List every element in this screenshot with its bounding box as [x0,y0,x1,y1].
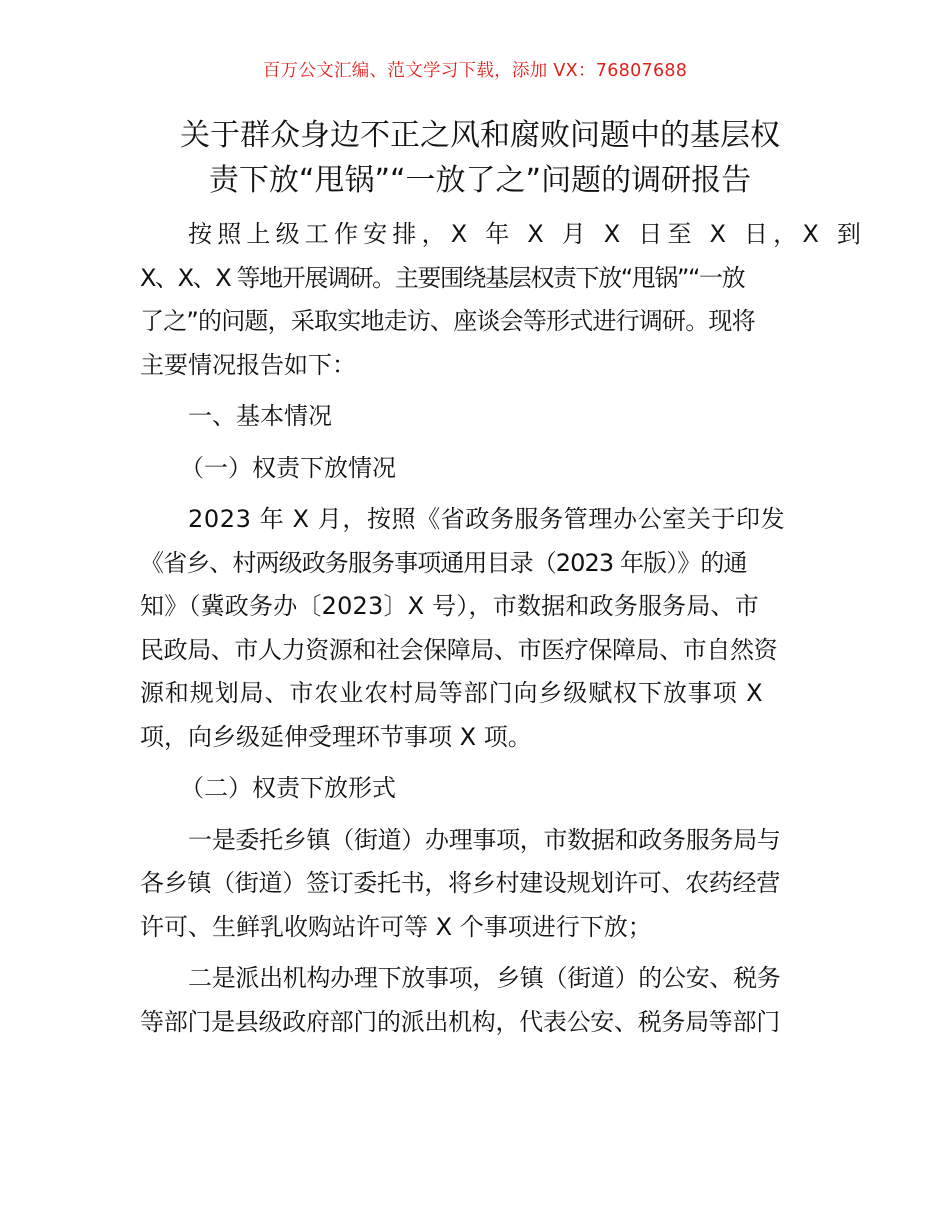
text-line: 民政局、市人力资源和社会保障局、市医疗保障局、市自然资 [140,635,778,664]
intro-paragraph [140,213,867,387]
text-line: 按照上级工作安排，X 年 X 月 X 日至 X 日，X 到 [188,220,867,248]
section-heading: 一、基本情况 [188,402,332,430]
title-line-2: 责下放“甩锅”“一放了之”问题的调研报告 [208,163,752,198]
header-banner: 百万公文汇编、范文学习下载，添加 VX：76807688 [262,61,688,81]
title-line-1: 关于群众身边不正之风和腐败问题中的基层权 [180,118,780,153]
text-line: 了之”的问题，采取实地走访、座谈会等形式进行调研。现将 [140,307,755,335]
text-line: 各乡镇（街道）签订委托书，将乡村建设规划许可、农药经营 [140,869,780,897]
paragraph [140,498,812,759]
text-line: 等部门是县级政府部门的派出机构，代表公安、税务局等部门 [140,1007,780,1036]
text-line: 《省乡、村两级政务服务事项通用目录（2023 年版）》的通 [140,548,747,577]
paragraph [140,819,812,950]
text-line: 主要情况报告如下： [140,350,356,379]
text-line: 许可、生鲜乳收购站许可等 X 个事项进行下放； [140,912,652,941]
text-line: 二是派出机构办理下放事项，乡镇（街道）的公安、税务 [188,964,781,992]
text-line: 源和规划局、市农业农村局等部门向乡级赋权下放事项 X [140,679,764,707]
text-line: 一是委托乡镇（街道）办理事项，市数据和政务服务局与 [188,825,781,854]
text-line: X、X、X 等地开展调研。主要围绕基层权责下放“甩锅”“一放 [140,263,745,292]
document-title [140,113,820,203]
subsection-heading: （一）权责下放情况 [180,453,396,482]
subsection-heading: （二）权责下放形式 [180,774,396,802]
text-line: 2023 年 X 月，按照《省政务服务管理办公室关于印发 [188,505,786,533]
text-line: 知》（冀政务办〔2023〕X 号），市数据和政务服务局、市 [140,592,759,620]
paragraph [140,957,812,1044]
text-line: 项，向乡级延伸受理环节事项 X 项。 [140,722,532,751]
document-body [140,213,867,1044]
